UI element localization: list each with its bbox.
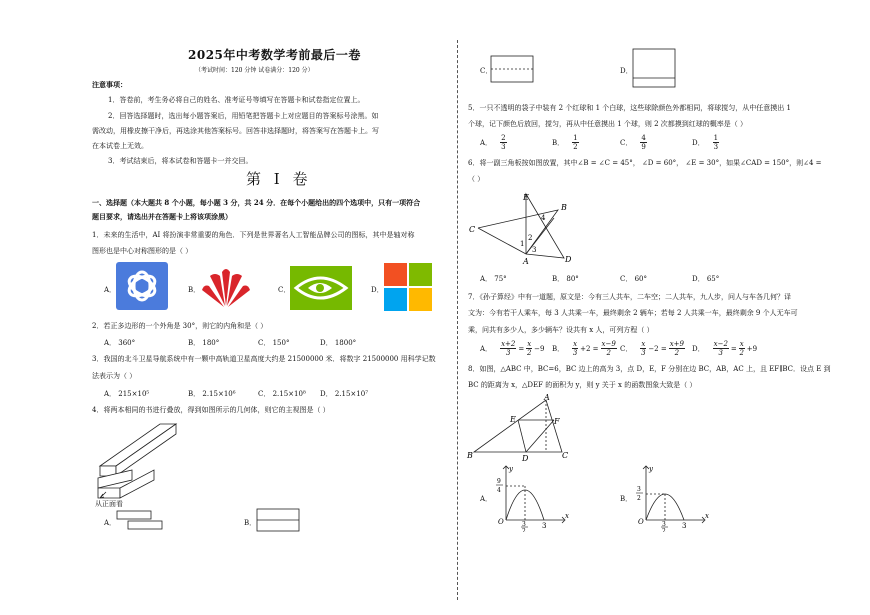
- q2-option: B． 180°: [188, 339, 220, 347]
- q7-option: [480, 340, 545, 357]
- fraction: [572, 340, 578, 357]
- q1-option-label: A．: [104, 286, 117, 294]
- numerator: 4: [641, 134, 646, 142]
- option-label: A．: [480, 344, 493, 353]
- q7-stem: 7．《孙子算经》中有一道题，原文是：今有三人共车，二车空；二人共车，九人步，问人与车各几何？译: [468, 293, 791, 301]
- point-label: B: [467, 451, 473, 460]
- q3-option: B． 2.15×10⁶: [188, 390, 236, 398]
- nvidia-logo-icon: [290, 266, 352, 310]
- y-tick-num: 9: [497, 478, 501, 485]
- q4-option-d-shape: [632, 48, 678, 90]
- denominator: 3: [713, 143, 719, 151]
- q8-option-label: A．: [480, 495, 493, 503]
- angle-label: 3: [532, 246, 537, 254]
- origin-label: O: [498, 518, 504, 526]
- section-heading: 题目要求，请选出并在答题卡上将该项涂黑）: [92, 212, 232, 221]
- fraction: [669, 340, 685, 357]
- option-label: B．: [552, 344, 565, 353]
- q5-option: [620, 134, 647, 151]
- point-label: D: [565, 255, 572, 264]
- numerator: x+9: [669, 340, 685, 348]
- exam-subtitle: （考试时间：120 分钟 试卷满分：120 分）: [195, 67, 314, 74]
- y-axis-label: y: [649, 465, 653, 473]
- operator: +9: [746, 344, 758, 353]
- q1-stem: 图形也是中心对称图形的是（ ）: [92, 247, 193, 255]
- fraction: [713, 134, 719, 151]
- column-divider: [457, 40, 458, 600]
- q4-option-label: D．: [620, 67, 633, 75]
- operator: −9: [534, 344, 545, 353]
- x-tick-num: 3: [662, 521, 666, 528]
- q7-option: [552, 340, 619, 357]
- numerator: x−2: [713, 340, 728, 348]
- note-line: 在本试卷上无效。: [92, 142, 148, 150]
- q6-option: C． 60°: [620, 275, 647, 283]
- x-tick-den: 2: [662, 528, 666, 532]
- section-heading: 一、选择题（本大题共 8 个小题，每小题 3 分，共 24 分．在每个小题给出的四个选项中，只有一项符合: [92, 198, 421, 207]
- note-line: 需改动，用橡皮擦干净后，再选涂其他答案标号。回答非选择题时，将答案写在答题卡上。写: [92, 127, 379, 135]
- fraction: [601, 340, 617, 357]
- denominator: 2: [739, 349, 744, 357]
- fraction: [526, 340, 532, 357]
- triangle-abc-figure: [466, 394, 576, 464]
- openai-logo-icon: [116, 262, 168, 310]
- q6-option: D． 65°: [692, 275, 720, 283]
- denominator: 9: [641, 143, 646, 151]
- operator: =: [518, 344, 525, 353]
- microsoft-logo-icon: [384, 263, 432, 311]
- q6-stem: 6．将一副三角板按如图放置，其中∠B = ∠C = 45°， ∠D = 60°， ∠E = 30°，如果∠CAD = 150°，则∠4 =: [468, 159, 822, 167]
- note-line: 2．回答选择题时，选出每小题答案后，用铅笔把答题卡上对应题目的答案标号涂黑。如: [108, 112, 379, 120]
- operator: =: [730, 344, 737, 353]
- fraction: [640, 134, 646, 151]
- huawei-logo-icon: [200, 262, 252, 310]
- option-label: B．: [552, 138, 565, 147]
- origin-label: O: [638, 518, 644, 526]
- triangle-set-figure: [466, 188, 576, 268]
- point-label: A: [523, 257, 529, 266]
- numerator: x+2: [501, 340, 516, 348]
- numerator: x−9: [601, 340, 616, 348]
- q6-stem: （ ）: [468, 175, 485, 183]
- q7-option: [692, 340, 757, 357]
- fraction: [500, 340, 516, 357]
- y-tick-den: 2: [637, 495, 641, 502]
- note-line: 1．答卷前，考生务必将自己的姓名、准考证号等填写在答题卡和试卷指定位置上。: [108, 96, 365, 104]
- q5-stem: 5．一只不透明的袋子中装有 2 个红球和 1 个白球，这些球除颜色外都相同，将球搅匀，从中任意摸出 1: [468, 104, 791, 112]
- point-label: C: [469, 225, 476, 234]
- numerator: x: [739, 340, 744, 348]
- angle-label: 2: [528, 234, 533, 242]
- q5-stem: 个球，记下颜色后放回，搅匀，再从中任意摸出 1 个球，则 2 次都摸到红球的概率是（ ）: [468, 120, 748, 128]
- x-axis-label: x: [705, 512, 709, 520]
- q6-option: A． 75°: [480, 275, 507, 283]
- q2-stem: 2．若正多边形的一个外角是 30°，则它的内角和是（ ）: [92, 322, 268, 330]
- q5-option: [692, 134, 719, 151]
- x-axis-label: x: [565, 512, 569, 520]
- notes-heading: 注意事项：: [92, 80, 127, 89]
- x-tick-label: 3: [542, 522, 547, 530]
- option-label: C．: [620, 138, 633, 147]
- angle-label: 4: [541, 214, 546, 222]
- note-line: 3．考试结束后，将本试卷和答题卡一并交回。: [108, 157, 253, 165]
- option-label: A．: [480, 138, 493, 147]
- operator: −2 =: [648, 344, 667, 353]
- option-label: D．: [692, 138, 705, 147]
- q8-stem: 8．如图，△ABC 中，BC=6，BC 边上的高为 3，点 D，E，F 分别在边 BC，AB，AC 上，且 EF∥BC．设点 E 到: [468, 365, 831, 373]
- q5-option: [552, 134, 579, 151]
- q3-stem: 法表示为（ ）: [92, 372, 137, 380]
- q2-option: A． 360°: [104, 339, 136, 347]
- numerator: x: [641, 340, 646, 348]
- operator: +2 =: [580, 344, 599, 353]
- denominator: 3: [572, 349, 578, 357]
- q4-option-label: C．: [480, 67, 493, 75]
- fraction: [572, 134, 578, 151]
- point-label: D: [522, 454, 529, 463]
- q4-option-c-shape: [490, 55, 536, 85]
- fraction: [640, 340, 646, 357]
- point-label: F: [554, 417, 560, 426]
- denominator: 3: [641, 349, 646, 357]
- denominator: 2: [674, 349, 680, 357]
- volume-heading: 第 I 卷: [246, 170, 312, 188]
- q3-option: A． 215×10⁵: [104, 390, 150, 398]
- q2-option: D． 1800°: [320, 339, 357, 347]
- point-label: E: [510, 415, 516, 424]
- fraction: [500, 134, 506, 151]
- denominator: 2: [526, 349, 532, 357]
- q1-stem: 1．未来的生活中，AI 将扮演非常重要的角色．下列是世界著名人工智能品牌公司的图标，其中是轴对称: [92, 231, 415, 239]
- q1-option-label: C．: [278, 286, 291, 294]
- point-label: E: [523, 193, 529, 202]
- q3-option: C． 2.15×10⁸: [258, 390, 306, 398]
- angle-label: 1: [520, 240, 525, 248]
- y-tick-den: 4: [497, 487, 501, 494]
- y-tick-num: 3: [637, 486, 641, 493]
- point-label: C: [562, 451, 569, 460]
- q5-option: [480, 134, 507, 151]
- q8-stem: BC 的距离为 x，△DEF 的面积为 y，则 y 关于 x 的函数图象大致是（ ）: [468, 381, 697, 389]
- fraction: [739, 340, 745, 357]
- q8-option-label: B．: [620, 495, 633, 503]
- x-tick-den: 2: [522, 528, 526, 532]
- q4-stem: 4．将两本相同的书进行叠放，得到如图所示的几何体，则它的主视图是（ ）: [92, 406, 330, 414]
- q1-option-label: D．: [371, 286, 384, 294]
- denominator: 2: [573, 143, 578, 151]
- q4-option-label: B．: [244, 519, 257, 527]
- numerator: x: [527, 340, 532, 348]
- view-direction-label: 从正面看: [95, 500, 123, 508]
- q1-option-label: B．: [188, 286, 201, 294]
- q2-option: C． 150°: [258, 339, 290, 347]
- q7-stem: 乘，问共有多少人，多少辆车？设共有 x 人，可列方程（ ）: [468, 326, 654, 334]
- denominator: 3: [501, 143, 506, 151]
- denominator: 2: [606, 349, 611, 357]
- exam-title: 2025年中考数学考前最后一卷: [188, 48, 361, 62]
- fraction: [713, 340, 729, 357]
- x-tick-num: 3: [522, 521, 526, 528]
- graph-b: [632, 462, 712, 532]
- denominator: 3: [718, 349, 723, 357]
- point-label: B: [561, 203, 567, 212]
- numerator: x: [573, 340, 578, 348]
- numerator: 1: [573, 134, 578, 142]
- q3-option: D． 2.15×10⁷: [320, 390, 369, 398]
- q6-option: B． 80°: [552, 275, 579, 283]
- q4-option-b-shape: [256, 508, 302, 534]
- q4-option-a-shape: [116, 510, 166, 532]
- q7-option: [620, 340, 687, 357]
- numerator: 1: [713, 134, 719, 142]
- option-label: C．: [620, 344, 633, 353]
- numerator: 2: [501, 134, 506, 142]
- point-label: A: [544, 394, 550, 402]
- y-axis-label: y: [509, 465, 513, 473]
- q3-stem: 3．我国的北斗卫星导航系统中有一颗中高轨道卫星高度大约是 21500000 米．将数字 21500000 用科学记数: [92, 355, 436, 363]
- q7-stem: 文为：今有若干人乘车，每 3 人共乘一车，最终剩余 2 辆车；若每 2 人共乘一车，最终剩余 9 个人无车可: [468, 309, 798, 317]
- q4-option-label: A．: [104, 519, 117, 527]
- graph-a: [492, 462, 572, 532]
- denominator: 3: [505, 349, 511, 357]
- x-tick-label: 3: [682, 522, 687, 530]
- option-label: D．: [692, 344, 705, 353]
- stacked-books-figure: [92, 418, 192, 500]
